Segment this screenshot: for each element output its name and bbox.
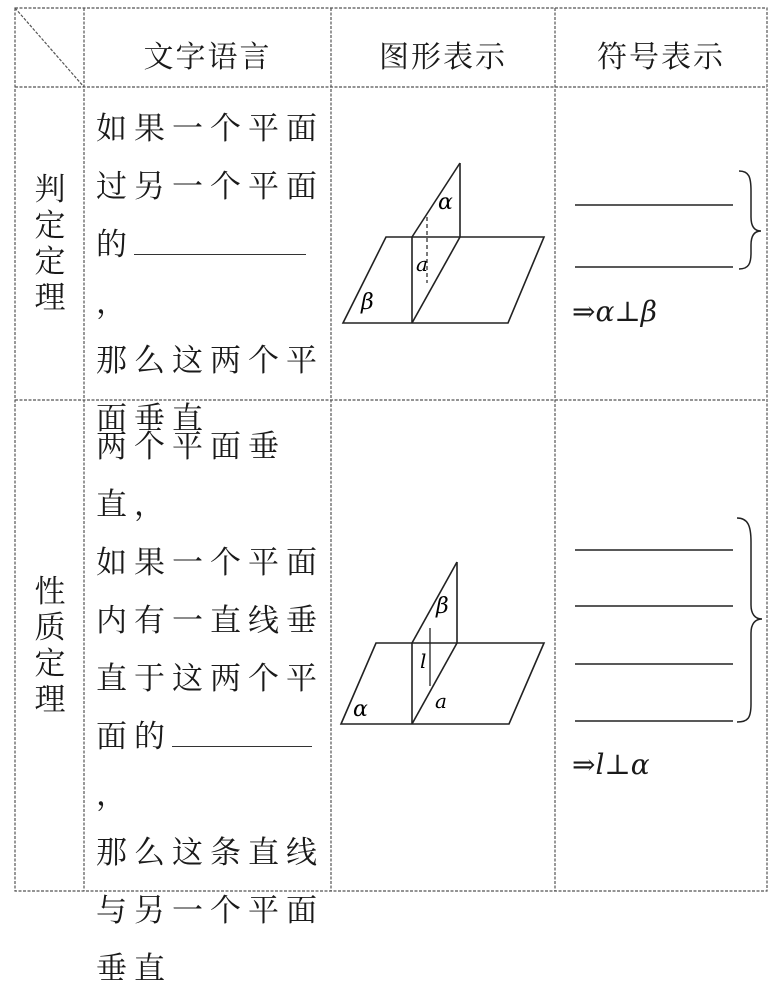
line-a-label: a — [435, 689, 447, 713]
row1-text-line: 面垂直 — [96, 401, 210, 437]
row1-figure — [331, 87, 555, 400]
plane-beta-label: β — [361, 290, 374, 315]
row2-text-line: 面的， — [96, 708, 328, 824]
row2-text-line: 与另一个平面 — [96, 893, 324, 929]
row1-conclusion: ⇒α⊥β — [572, 295, 657, 328]
row1-label-char: 判 — [34, 172, 66, 208]
line-l-label: l — [420, 649, 427, 673]
row2-text-line: 垂直 — [96, 951, 172, 987]
row1-text-line: 那么这两个平 — [96, 343, 324, 379]
intersection-line-a — [412, 237, 460, 323]
row1-text-line: 的， — [96, 216, 328, 332]
plane-alpha-label: α — [353, 697, 368, 722]
row2-text-line: 直于这两个平 — [96, 661, 324, 697]
header-figure: 图形表示 — [379, 40, 507, 75]
row1-text-line: 过另一个平面 — [96, 169, 324, 205]
row2-text-line: 那么这条直线 — [96, 835, 324, 871]
header-text-language: 文字语言 — [143, 40, 272, 75]
row1-label — [30, 172, 70, 316]
row1-label-char: 定 — [34, 208, 66, 244]
vertical-plane-edge-top — [412, 562, 457, 643]
plane-alpha-label: α — [438, 190, 453, 215]
row2-figure — [331, 400, 555, 891]
row1-label-char: 定 — [34, 244, 66, 280]
corner-diagonal — [15, 8, 84, 87]
row2-label — [30, 574, 70, 718]
row2-text — [96, 418, 328, 998]
line-a-label: a — [416, 252, 428, 276]
row2-fill-blank — [172, 716, 312, 747]
brace-icon — [737, 518, 762, 722]
row2-label-char: 定 — [34, 646, 66, 682]
row2-text-line: 如果一个平面 — [96, 545, 324, 581]
row2-label-char: 质 — [34, 610, 66, 646]
row2-conclusion: ⇒l⊥α — [572, 748, 650, 781]
row1-text — [96, 100, 328, 448]
header-symbol: 符号表示 — [597, 40, 725, 75]
row1-text-line: 如果一个平面 — [96, 111, 324, 147]
row1-symbol — [555, 87, 767, 400]
row2-text-line: 内有一直线垂 — [96, 603, 324, 639]
row2-label-char: 理 — [34, 682, 66, 718]
row1-fill-blank — [134, 224, 306, 255]
row2-symbol — [555, 400, 767, 891]
brace-icon — [739, 171, 761, 269]
row2-label-char: 性 — [34, 574, 66, 610]
plane-beta-label: β — [436, 594, 449, 619]
row2-text-line: 两个平面垂直， — [96, 429, 286, 523]
row1-label-char: 理 — [34, 280, 66, 316]
